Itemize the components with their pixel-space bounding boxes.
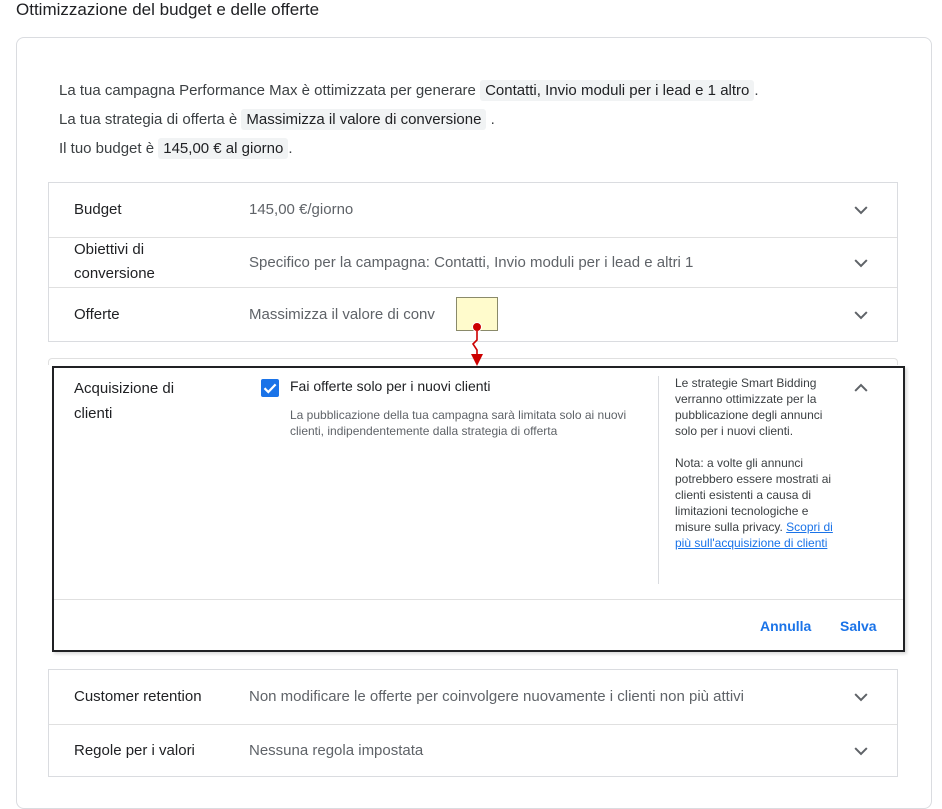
- row-customer-retention[interactable]: [49, 670, 897, 724]
- row-budget-label: Budget: [74, 201, 122, 218]
- smart-bidding-note-p1: Le strategie Smart Bidding verranno ottimizzate per la pubblicazione degli annunci solo per i nuovi clienti.: [675, 376, 823, 438]
- customer-acquisition-label-line1: Acquisizione di: [74, 380, 175, 397]
- summary-strategy-text: La tua strategia di offerta è: [59, 111, 238, 128]
- summary-goals-text: La tua campagna Performance Max è ottimizzata per generare: [59, 82, 476, 99]
- row-customer-retention-value: Non modificare le offerte per coinvolgere nuovamente i clienti non più attivi: [249, 688, 744, 705]
- settings-panel-bottom: [48, 669, 898, 777]
- row-conversion-goals-label: [74, 238, 155, 286]
- strategy-chip: Massimizza il valore di conversione: [241, 109, 486, 130]
- row-conversion-goals-label-line2: conversione: [74, 265, 155, 282]
- summary-budget-text: Il tuo budget è: [59, 140, 155, 157]
- row-bidding-label: Offerte: [74, 306, 120, 323]
- row-bidding-value: [249, 306, 470, 323]
- smart-bidding-note-p2: Nota: a volte gli annunci potrebbero essere mostrati ai clienti esistenti a causa di limitazioni tecnologiche e misure sulla privacy.: [675, 456, 832, 534]
- row-bidding-value-start: Massimizza il valore di conv: [249, 306, 435, 323]
- row-customer-retention-label: Customer retention: [74, 688, 202, 705]
- page-title: Ottimizzazione del budget e delle offerte: [16, 0, 320, 19]
- smart-bidding-note: [675, 375, 833, 551]
- row-budget[interactable]: [49, 183, 897, 237]
- customer-acquisition-label: [74, 376, 174, 426]
- actions-divider: [54, 599, 903, 600]
- new-customers-checkbox-label[interactable]: Fai offerte solo per i nuovi clienti: [290, 378, 491, 394]
- vertical-divider: [658, 376, 659, 584]
- cancel-button[interactable]: Annulla: [760, 618, 812, 634]
- row-conversion-goals[interactable]: [49, 237, 897, 288]
- chevron-down-icon[interactable]: [851, 687, 871, 707]
- new-customers-description: La pubblicazione della tua campagna sarà limitata solo ai nuovi clienti, indipendentemente dalla strategia di offerta: [290, 408, 627, 438]
- summary-strategy: [59, 105, 759, 134]
- summary-strategy-suffix: .: [490, 111, 495, 128]
- customer-acquisition-label-line2: clienti: [74, 405, 113, 422]
- chevron-down-icon[interactable]: [851, 305, 871, 325]
- chevron-down-icon[interactable]: [851, 253, 871, 273]
- summary-budget-suffix: .: [288, 140, 293, 157]
- smart-bidding-note-p2-wrap: [675, 455, 833, 551]
- save-button[interactable]: Salva: [840, 618, 877, 634]
- chevron-down-icon[interactable]: [851, 200, 871, 220]
- annotation-arrow-icon: [466, 318, 488, 370]
- row-conversion-goals-label-line1: Obiettivi di: [74, 241, 145, 258]
- customer-acquisition-section: [52, 366, 905, 652]
- summary-budget: [59, 134, 759, 163]
- learn-more-link[interactable]: Scopri di più sull'acquisizione di clienti: [675, 520, 833, 550]
- checkmark-icon: [261, 379, 279, 397]
- goals-chip: Contatti, Invio moduli per i lead e 1 altro: [480, 80, 754, 101]
- row-budget-value: 145,00 €/giorno: [249, 201, 354, 218]
- new-customers-checkbox[interactable]: [261, 379, 279, 397]
- budget-chip: 145,00 € al giorno: [158, 138, 288, 159]
- chevron-down-icon[interactable]: [851, 741, 871, 761]
- chevron-up-icon[interactable]: [851, 378, 871, 398]
- row-conversion-goals-value: Specifico per la campagna: Contatti, Invio moduli per i lead e altri 1: [249, 254, 694, 271]
- row-value-rules-label: Regole per i valori: [74, 742, 195, 759]
- summary-goals: [59, 76, 759, 105]
- row-value-rules-value: Nessuna regola impostata: [249, 742, 424, 759]
- campaign-summary: [59, 76, 759, 163]
- summary-goals-suffix: .: [754, 82, 759, 99]
- row-value-rules[interactable]: [49, 724, 897, 777]
